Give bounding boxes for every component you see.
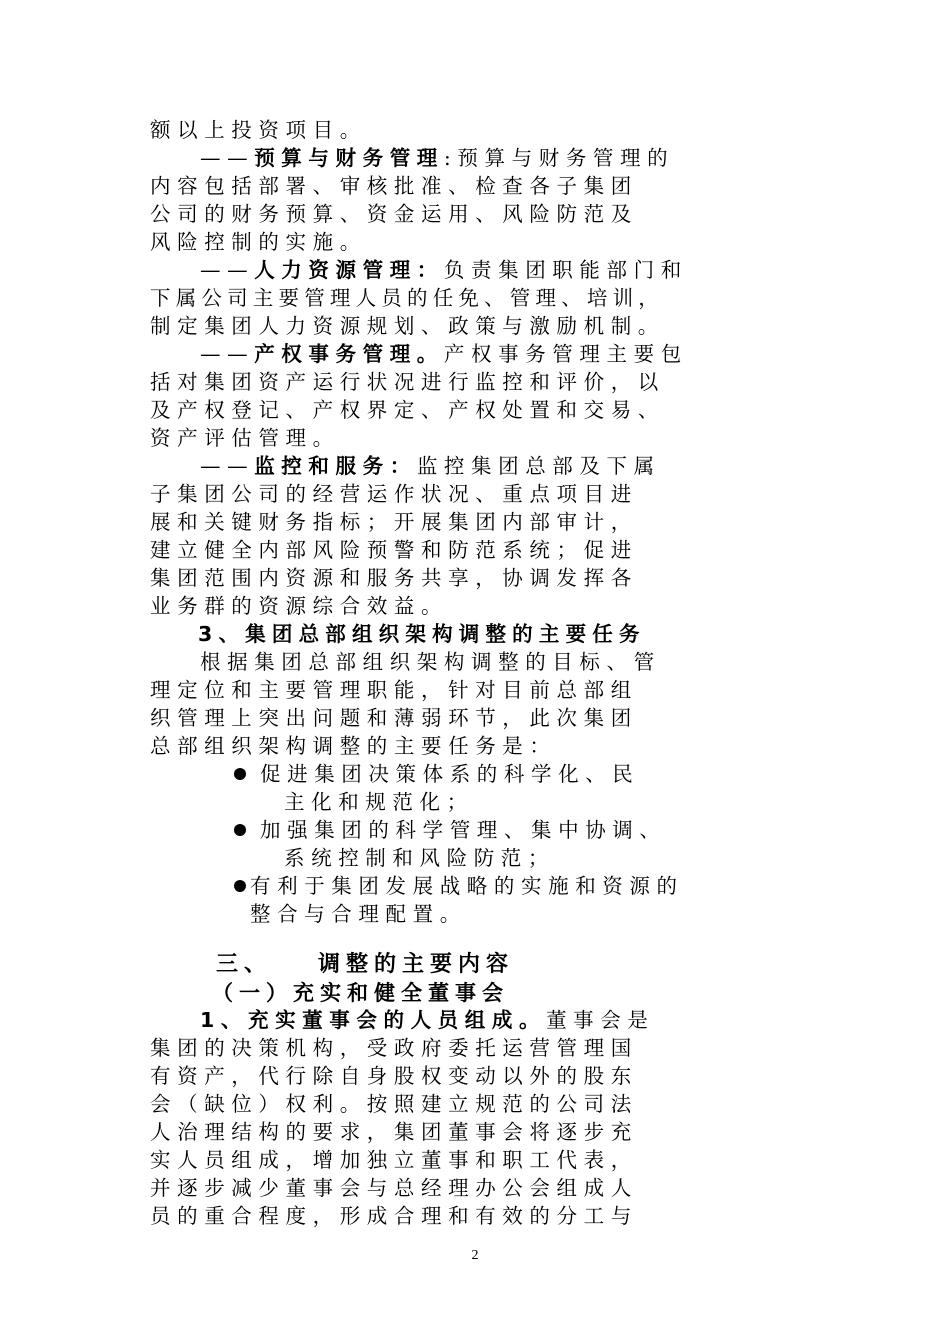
bullet-icon	[234, 880, 246, 892]
text-line: 公司的财务预算、资金运用、风险防范及	[150, 202, 638, 226]
list-item-continuation: 主化和规范化；	[284, 790, 474, 814]
text-line: 展和关键财务指标；开展集团内部审计，	[150, 510, 638, 534]
text-line: 集团范围内资源和服务共享，协调发挥各	[150, 566, 638, 590]
text-line: 根据集团总部组织架构调整的目标、管	[200, 650, 661, 674]
text-line: 织管理上突出问题和薄弱环节，此次集团	[150, 706, 638, 730]
text-line: 内容包括部署、审核批准、检查各子集团	[150, 174, 638, 198]
page-number: 2	[471, 1248, 479, 1263]
text-line: 制定集团人力资源规划、政策与激励机制。	[150, 314, 665, 338]
text-span: 产权事务管理主要包	[443, 342, 688, 366]
text-line: 建立健全内部风险预警和防范系统；促进	[150, 538, 638, 562]
bold-term: 监控和服务：	[254, 454, 417, 478]
text-line	[200, 340, 840, 368]
subsection-title: （一）充实和健全董事会	[212, 981, 509, 1005]
text-line: 风险控制的实施。	[150, 230, 367, 254]
text-line: 资产评估管理。	[150, 426, 340, 450]
em-dash: ——	[200, 454, 255, 478]
text-span: 负责集团职能部门和	[443, 258, 688, 282]
section-title: 调整的主要内容	[318, 952, 515, 977]
bold-term: 预算与财务管理	[254, 146, 444, 170]
bold-term: 人力资源管理：	[254, 258, 444, 282]
list-item-text: 有利于集团发展战略的实施和资源的	[250, 874, 684, 898]
em-dash: ——	[200, 342, 255, 366]
text-line: 及产权登记、产权界定、产权处置和交易、	[150, 398, 665, 422]
text-span: 监控集团总部及下属	[416, 454, 661, 478]
list-item	[234, 816, 667, 844]
text-line	[200, 256, 840, 284]
bold-term: 1、充实董事会的人员组成。	[200, 1008, 547, 1032]
list-item-text: 促进集团决策体系的科学化、民	[260, 762, 640, 786]
section-number: 三、	[216, 952, 273, 977]
text-line: 会（缺位）权利。按照建立规范的公司法	[150, 1092, 638, 1116]
text-line: 括对集团资产运行状况进行监控和评价，以	[150, 370, 665, 394]
text-line	[200, 144, 840, 172]
subsection-heading: 3、集团总部组织架构调整的主要任务	[198, 622, 646, 646]
text-line: 总部组织架构调整的主要任务是：	[150, 734, 557, 758]
text-line: 业务群的资源综合效益。	[150, 594, 449, 618]
bullet-icon	[234, 768, 246, 780]
text-line: 理定位和主要管理职能，针对目前总部组	[150, 678, 638, 702]
list-item-continuation: 系统控制和风险防范；	[284, 846, 555, 870]
list-item	[234, 872, 684, 900]
list-item	[234, 760, 639, 788]
text-line: 员的重合程度，形成合理和有效的分工与	[150, 1204, 638, 1228]
text-line: 并逐步减少董事会与总经理办公会组成人	[150, 1176, 638, 1200]
text-span: :预算与财务管理的	[443, 146, 675, 170]
text-line: 额以上投资项目。	[150, 118, 367, 142]
text-line: 有资产，代行除自身股权变动以外的股东	[150, 1064, 638, 1088]
text-line: 实人员组成，增加独立董事和职工代表，	[150, 1148, 638, 1172]
list-item-text: 加强集团的科学管理、集中协调、	[260, 818, 667, 842]
bullet-icon	[234, 824, 246, 836]
text-line	[200, 452, 840, 480]
text-line: 子集团公司的经营运作状况、重点项目进	[150, 482, 638, 506]
em-dash: ——	[200, 146, 255, 170]
text-line	[200, 1006, 840, 1034]
text-line: 人治理结构的要求，集团董事会将逐步充	[150, 1120, 638, 1144]
text-span: 董事会是	[546, 1008, 655, 1032]
em-dash: ——	[200, 258, 255, 282]
list-item-continuation: 整合与合理配置。	[250, 902, 467, 926]
text-line: 下属公司主要管理人员的任免、管理、培训，	[150, 286, 664, 310]
bold-term: 产权事务管理。	[254, 342, 444, 366]
text-line: 集团的决策机构，受政府委托运营管理国	[150, 1036, 638, 1060]
